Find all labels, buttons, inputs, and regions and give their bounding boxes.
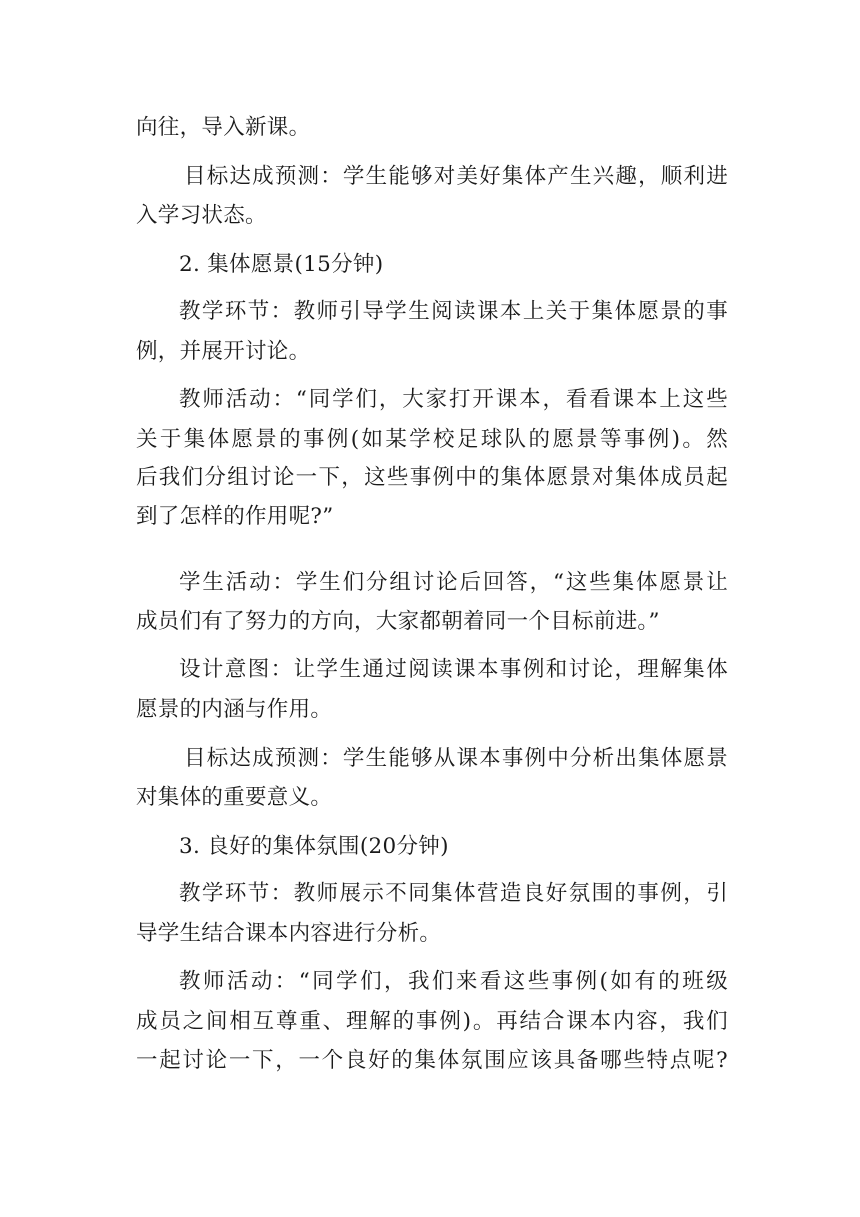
paragraph-line: 设计意图：让学生通过阅读课本事例和讨论，理解集体 [179,657,728,682]
section-heading: 3. 良好的集体氛围(20分钟) [179,834,449,859]
paragraph-line: 目标达成预测：学生能够从课本事例中分析出集体愿景 [184,746,728,771]
paragraph-line: 成员之间相互尊重、理解的事例)。再结合课本内容，我们 [136,1009,728,1034]
paragraph-line: 学生活动：学生们分组讨论后回答，“这些集体愿景让 [179,570,728,595]
paragraph-line: 愿景的内涵与作用。 [136,697,333,722]
paragraph-line: 成员们有了努力的方向，大家都朝着同一个目标前进。” [136,609,660,634]
paragraph-line: 例，并展开讨论。 [136,339,311,364]
paragraph-line: 后我们分组讨论一下，这些事例中的集体愿景对集体成员起 [136,465,728,490]
paragraph-line: 关于集体愿景的事例(如某学校足球队的愿景等事例)。然 [136,427,728,452]
paragraph-line: 教学环节：教师展示不同集体营造良好氛围的事例，引 [179,881,728,906]
section-heading: 2. 集体愿景(15分钟) [179,252,384,277]
paragraph-line: 入学习状态。 [136,203,267,228]
paragraph-line: 一起讨论一下，一个良好的集体氛围应该具备哪些特点呢? [136,1048,728,1073]
paragraph-line: 教师活动：“同学们，大家打开课本，看看课本上这些 [179,387,728,412]
paragraph-line: 教学环节：教师引导学生阅读课本上关于集体愿景的事 [179,299,728,324]
paragraph-line: 对集体的重要意义。 [136,785,333,810]
paragraph-line: 教师活动：“同学们，我们来看这些事例(如有的班级 [179,969,728,994]
paragraph-line: 目标达成预测：学生能够对美好集体产生兴趣，顺利进 [184,164,728,189]
paragraph-line: 到了怎样的作用呢?” [136,504,334,529]
paragraph-line: 向往，导入新课。 [136,115,311,140]
paragraph-line: 导学生结合课本内容进行分析。 [136,921,442,946]
